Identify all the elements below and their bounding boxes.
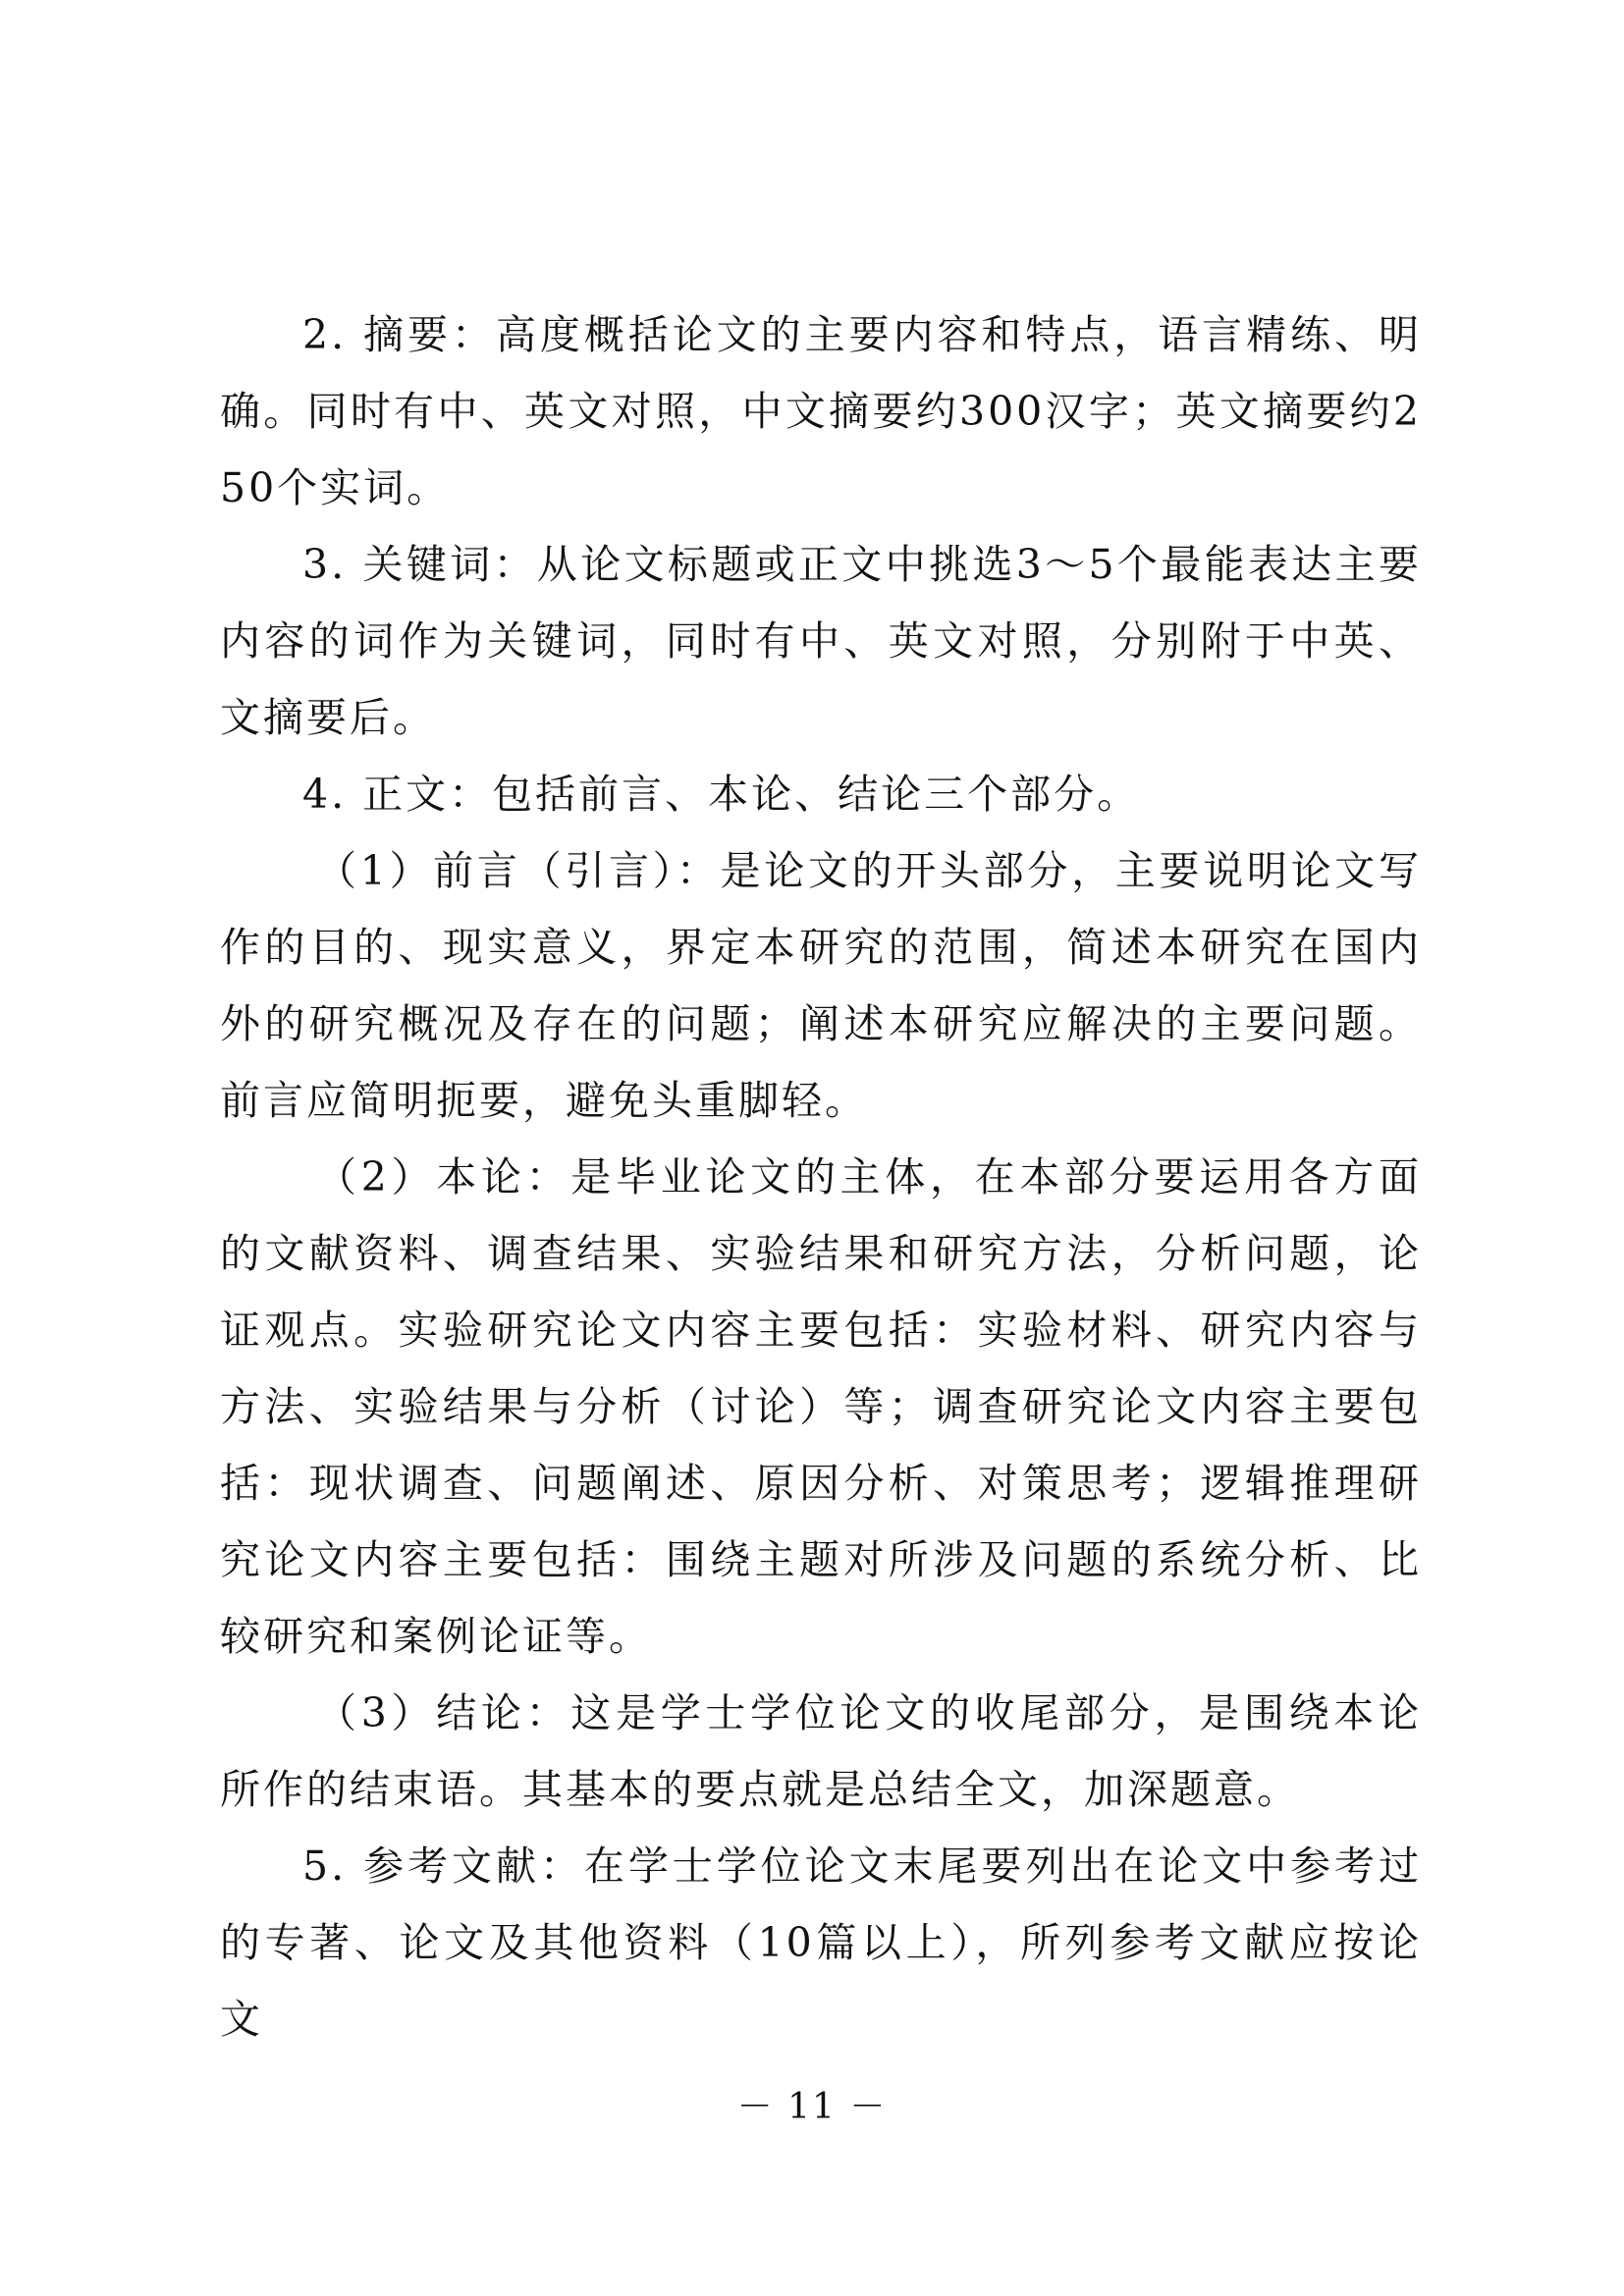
page-number: － 11 －: [736, 2087, 888, 2127]
paragraph-abstract: 2. 摘要：高度概括论文的主要内容和特点，语言精练、明确。同时有中、英文对照，中文摘要约300汉字；英文摘要约250个实词。: [220, 311, 1422, 511]
paragraph-conclusion: （3）结论：这是学士学位论文的收尾部分，是围绕本论所作的结束语。其基本的要点就是总结全文，加深题意。: [220, 1689, 1422, 1813]
paragraph-preface: （1）前言（引言）：是论文的开头部分，主要说明论文写作的目的、现实意义，界定本研究的范围，简述本研究在国内外的研究概况及存在的问题；阐述本研究应解决的主要问题。前言应简明扼要，避免头重脚轻。: [220, 847, 1422, 1124]
paragraph-main-argument: （2）本论：是毕业论文的主体，在本部分要运用各方面的文献资料、调查结果、实验结果和研究方法，分析问题，论证观点。实验研究论文内容主要包括：实验材料、研究内容与方法、实验结果与分析（讨论）等；调查研究论文内容主要包括：现状调查、问题阐述、原因分析、对策思考；逻辑推理研究论文内容主要包括：围绕主题对所涉及问题的系统分析、比较研究和案例论证等。: [220, 1153, 1422, 1660]
paragraph-references: 5. 参考文献：在学士学位论文末尾要列出在论文中参考过的专著、论文及其他资料（10篇以上），所列参考文献应按论文: [220, 1842, 1422, 2043]
paragraph-keywords: 3. 关键词：从论文标题或正文中挑选3～5个最能表达主要内容的词作为关键词，同时有中、英文对照，分别附于中英、文摘要后。: [220, 541, 1422, 741]
paragraph-body-text: 4. 正文：包括前言、本论、结论三个部分。: [302, 771, 1141, 818]
document-body: [220, 296, 1422, 2057]
